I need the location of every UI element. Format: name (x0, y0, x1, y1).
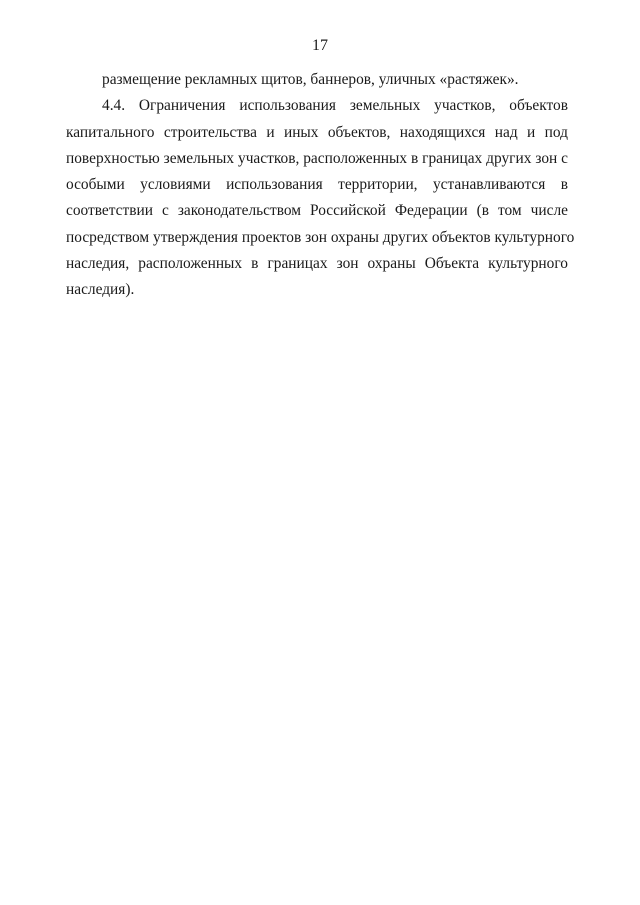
text-line: наследия, расположенных в границах зон охраны Объекта культурного (66, 255, 568, 273)
text-line: 4.4. Ограничения использования земельных участков, объектов (102, 97, 568, 115)
page-number: 17 (312, 37, 328, 54)
document-body (66, 67, 575, 304)
text-line: наследия). (66, 281, 135, 299)
text-line: размещение рекламных щитов, баннеров, уличных «растяжек». (102, 71, 519, 88)
text-line: соответствии с законодательством Российской Федерации (в том числе (66, 202, 568, 220)
text-line: капитального строительства и иных объектов, находящихся над и под (66, 123, 568, 141)
paragraph-continuation (66, 67, 568, 93)
paragraph-clause-4-4 (66, 93, 575, 303)
text-line: особыми условиями использования территории, устанавливаются в (66, 176, 568, 194)
text-line: поверхностью земельных участков, расположенных в границах других зон с (66, 149, 568, 167)
text-line: посредством утверждения проектов зон охраны других объектов культурного (66, 228, 575, 246)
